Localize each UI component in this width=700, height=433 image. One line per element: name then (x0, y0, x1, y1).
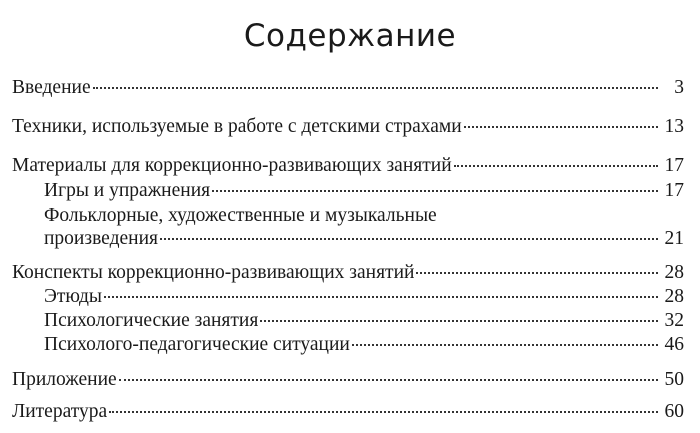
toc-page-number: 28 (664, 262, 684, 283)
dot-leader (109, 411, 658, 413)
dot-leader (119, 379, 658, 381)
toc-entry-folklore-line1 (44, 205, 437, 227)
toc-page-number: 28 (664, 286, 684, 307)
toc-entry-appendix (12, 369, 684, 391)
dot-leader (464, 126, 658, 128)
toc-entry-label: Психолого-педагогические ситуации (44, 334, 350, 355)
toc-entry-label: произведения (44, 228, 158, 249)
dot-leader (260, 320, 658, 322)
dot-leader (416, 272, 658, 274)
toc-entry-techniques (12, 116, 684, 138)
toc-entry-literature (12, 401, 684, 423)
dot-leader (93, 87, 658, 89)
toc-entry-label: Материалы для коррекционно-развивающих занятий (12, 155, 452, 176)
toc-page-number: 21 (664, 228, 684, 249)
toc-page-number: 32 (664, 310, 684, 331)
toc-entry-label: Фольклорные, художественные и музыкальные (44, 205, 437, 226)
toc-entry-psych-situations (44, 334, 684, 356)
toc-entry-label: Этюды (44, 286, 102, 307)
toc-entry-etudes (44, 286, 684, 308)
toc-entry-games (44, 180, 684, 202)
toc-page-number: 17 (664, 155, 684, 176)
toc-entry-label: Игры и упражнения (44, 180, 211, 201)
dot-leader (104, 296, 658, 298)
toc-entry-lesson-plans (12, 262, 684, 284)
dot-leader (212, 190, 658, 192)
toc-page-number: 50 (664, 369, 684, 390)
toc-entry-materials (12, 155, 684, 177)
toc-page-number: 17 (664, 180, 684, 201)
toc-entry-label: Приложение (12, 369, 117, 390)
dot-leader (454, 165, 658, 167)
toc-page-number: 3 (674, 77, 684, 98)
toc-entry-folklore (44, 228, 684, 250)
toc-entry-label: Техники, используемые в работе с детскими страхами (12, 116, 462, 137)
toc-page-number: 60 (664, 401, 684, 422)
toc-entry-psych-lessons (44, 310, 684, 332)
toc-page-number: 46 (664, 334, 684, 355)
dot-leader (160, 238, 658, 240)
toc-entry-label: Литература (12, 401, 108, 422)
toc-page-number: 13 (664, 116, 684, 137)
dot-leader (352, 344, 658, 346)
toc-entry-label: Психологические занятия (44, 310, 259, 331)
page-title: Содержание (243, 18, 457, 54)
toc-entry-label: Конспекты коррекционно-развивающих занятий (12, 262, 415, 283)
toc-entry-introduction (12, 77, 684, 99)
toc-entry-label: Введение (12, 77, 91, 98)
